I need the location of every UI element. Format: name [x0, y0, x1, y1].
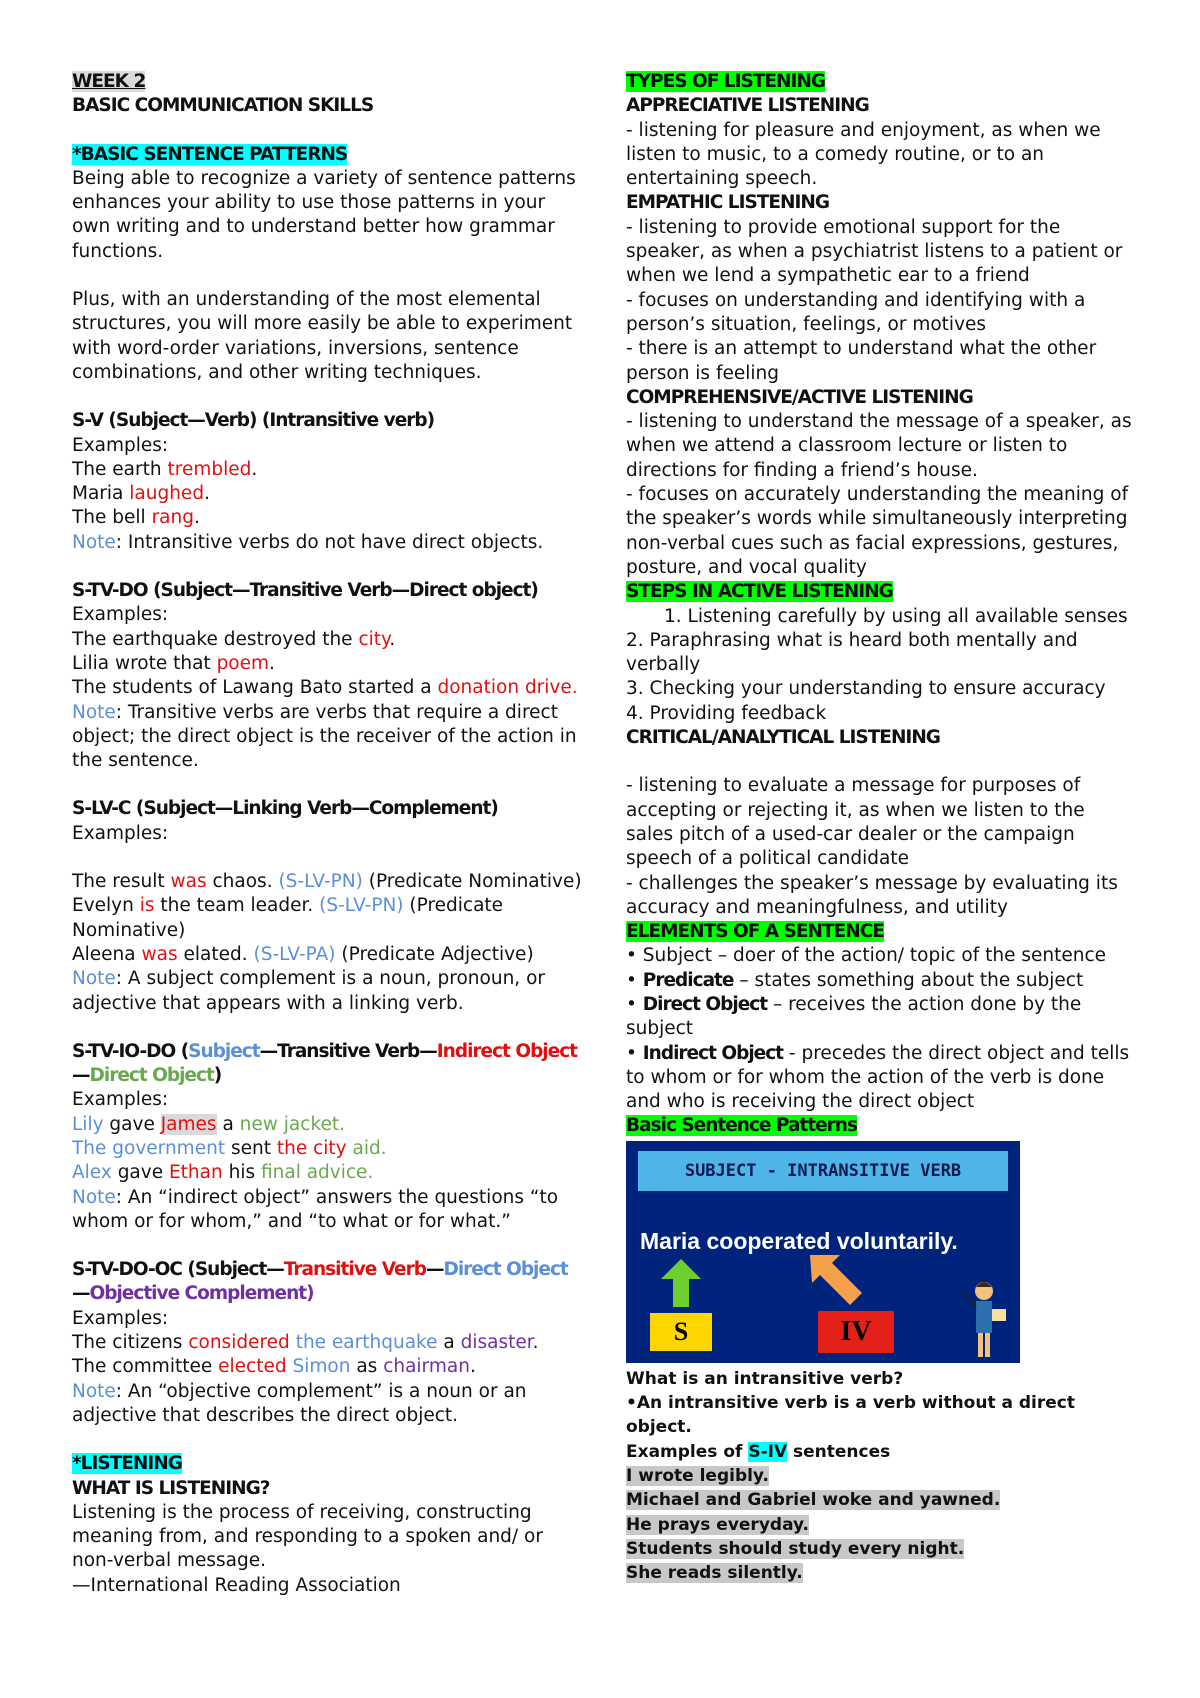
stvdo-note: Note: Transitive verbs are verbs that require a direct object; the direct object is the receiver of the action in the sentence.	[72, 701, 577, 772]
stvdooc-example-2: The committee elected Simon as chairman.	[72, 1356, 476, 1378]
intro-paragraph-2: Plus, with an understanding of the most elemental structures, you will more easily be able to experiment with word-order variations, inversions, sentence combinations, and other writing techniques.	[72, 289, 573, 383]
slvc-note: Note: A subject complement is a noun, pronoun, or adjective that appears with a linking verb.	[72, 968, 545, 1014]
slvc-heading: S-LV-C (Subject—Linking Verb—Complement)	[72, 798, 498, 820]
critical-heading: CRITICAL/ANALYTICAL LISTENING	[626, 727, 940, 749]
sv-examples-label: Examples:	[72, 434, 169, 456]
slide-subject-box: S	[650, 1313, 712, 1351]
slvc-example-1: The result was chaos. (S-LV-PN) (Predicate Nominative)	[72, 871, 582, 893]
siv-example: Students should study every night.	[626, 1538, 965, 1559]
stvdo-example-1: The earthquake destroyed the city.	[72, 628, 396, 650]
stvdooc-examples-label: Examples:	[72, 1307, 169, 1329]
sv-example-1: The earth trembled.	[72, 458, 258, 480]
sv-example-3: The bell rang.	[72, 507, 200, 529]
stviodo-example-2: The government sent the city aid.	[72, 1137, 387, 1159]
answer-intransitive: •An intransitive verb is a verb without a direct object.	[626, 1393, 1075, 1438]
stvdooc-heading: S-TV-DO-OC (Subject—Transitive Verb—Direct Object—Objective Complement)	[72, 1259, 568, 1305]
stviodo-heading: S-TV-IO-DO (Subject—Transitive Verb—Indirect Object—Direct Object)	[72, 1040, 578, 1087]
week-label: WEEK 2	[72, 71, 146, 92]
siv-example: She reads silently.	[626, 1563, 803, 1584]
stvdo-heading: S-TV-DO (Subject—Transitive Verb—Direct object)	[72, 580, 538, 602]
appreciative-heading: APPRECIATIVE LISTENING	[626, 95, 869, 117]
examples-of-siv: Examples of S-IV sentences	[626, 1441, 891, 1462]
doc-title: BASIC COMMUNICATION SKILLS	[72, 95, 374, 117]
intro-paragraph-1: Being able to recognize a variety of sentence patterns enhances your ability to use those patterns in your own writing and to understand better how grammar functions.	[72, 167, 576, 262]
critical-text-2: - challenges the speaker’s message by evaluating its accuracy and meaningfulness, and utility	[626, 872, 1118, 918]
slide-iv-box: IV	[818, 1311, 894, 1353]
what-is-listening-source: —International Reading Association	[72, 1574, 401, 1596]
basic-sentence-patterns-heading: Basic Sentence Patterns	[626, 1115, 857, 1137]
step-item: 2. Paraphrasing what is heard both mentally and verbally	[626, 629, 1078, 676]
critical-text-1: - listening to evaluate a message for purposes of accepting or rejecting it, as when we listen to the sales pitch of a used-car dealer or the campaign speech of a political candidate	[626, 775, 1085, 870]
types-heading: TYPES OF LISTENING	[626, 71, 826, 92]
slvc-example-3: Aleena was elated. (S-LV-PA) (Predicate Adjective)	[72, 943, 534, 965]
element-predicate: • Predicate – states something about the subject	[626, 969, 1084, 991]
comprehensive-text-1: - listening to understand the message of a speaker, as when we attend a classroom lecture or listen to directions for finding a friend’s house.	[626, 411, 1132, 481]
what-is-listening-heading: WHAT IS LISTENING?	[72, 1477, 270, 1499]
listening-heading: *LISTENING	[72, 1453, 182, 1475]
element-direct-object: • Direct Object – receives the action done by the subject	[626, 993, 1082, 1040]
step-item: 4. Providing feedback	[626, 702, 827, 724]
sv-heading: S-V (Subject—Verb) (Intransitive verb)	[72, 410, 435, 432]
stviodo-example-3: Alex gave Ethan his final advice.	[72, 1162, 374, 1184]
stvdo-example-3: The students of Lawang Bato started a donation drive.	[72, 677, 578, 699]
siv-example: I wrote legibly.	[626, 1465, 769, 1486]
step-item: 1. Listening carefully by using all available senses	[664, 605, 1128, 627]
sv-example-2: Maria laughed.	[72, 483, 210, 505]
what-is-listening-text: Listening is the process of receiving, constructing meaning from, and responding to a spoken and/ or non-verbal message.	[72, 1501, 543, 1572]
slide-sentence: Maria cooperated voluntarily.	[640, 1227, 958, 1254]
empathic-text-3: - there is an attempt to understand what the other person is feeling	[626, 338, 1097, 384]
elements-heading: ELEMENTS OF A SENTENCE	[626, 921, 884, 943]
siv-example: He prays everyday.	[626, 1514, 809, 1535]
stviodo-note: Note: An “indirect object” answers the questions “to whom or for whom,” and “to what or for what.”	[72, 1186, 559, 1232]
slide-banner: SUBJECT - INTRANSITIVE VERB	[638, 1151, 1008, 1191]
stvdo-example-2: Lilia wrote that poem.	[72, 652, 275, 674]
empathic-text-2: - focuses on understanding and identifying with a person’s situation, feelings, or motives	[626, 289, 1086, 335]
green-up-arrow-icon	[661, 1259, 701, 1307]
orange-arrow-icon	[810, 1255, 862, 1305]
comprehensive-text-2: - focuses on accurately understanding the meaning of the speaker’s words while simultaneously interpreting non-verbal cues such as facial expressions, gestures, posture, and vocal quality	[626, 484, 1129, 578]
stviodo-examples-label: Examples:	[72, 1089, 169, 1111]
element-subject: • Subject – doer of the action/ topic of the sentence	[626, 945, 1107, 967]
sentence-pattern-slide-image	[626, 1141, 1020, 1363]
left-column	[72, 70, 582, 1598]
slvc-example-2: Evelyn is the team leader. (S-LV-PN) (Predicate Nominative)	[72, 895, 504, 941]
right-column	[626, 70, 1136, 1585]
steps-heading: STEPS IN ACTIVE LISTENING	[626, 581, 893, 603]
empathic-text-1: - listening to provide emotional support for the speaker, as when a psychiatrist listens to a patient or when we lend a sympathetic ear to a friend	[626, 216, 1123, 287]
slvc-examples-label: Examples:	[72, 822, 169, 844]
siv-example: Michael and Gabriel woke and yawned.	[626, 1490, 1001, 1511]
question-intransitive: What is an intransitive verb?	[626, 1368, 904, 1389]
sv-note: Note: Intransitive verbs do not have direct objects.	[72, 531, 544, 553]
stvdooc-example-1: The citizens considered the earthquake a disaster.	[72, 1332, 539, 1354]
patterns-heading: *BASIC SENTENCE PATTERNS	[72, 143, 348, 165]
step-item: 3. Checking your understanding to ensure accuracy	[626, 678, 1106, 700]
stvdooc-note: Note: An “objective complement” is a noun or an adjective that describes the direct object.	[72, 1380, 527, 1426]
element-indirect-object: • Indirect Object - precedes the direct object and tells to whom or for whom the action of the verb is done and who is receiving the direct object	[626, 1042, 1130, 1113]
teacher-figure-icon	[962, 1282, 1006, 1357]
appreciative-text: - listening for pleasure and enjoyment, as when we listen to music, to a comedy routine, or to an entertaining speech.	[626, 119, 1101, 190]
empathic-heading: EMPATHIC LISTENING	[626, 192, 830, 214]
stviodo-example-1: Lily gave James a new jacket.	[72, 1113, 346, 1135]
comprehensive-heading: COMPREHENSIVE/ACTIVE LISTENING	[626, 386, 973, 408]
stvdo-examples-label: Examples:	[72, 604, 169, 626]
